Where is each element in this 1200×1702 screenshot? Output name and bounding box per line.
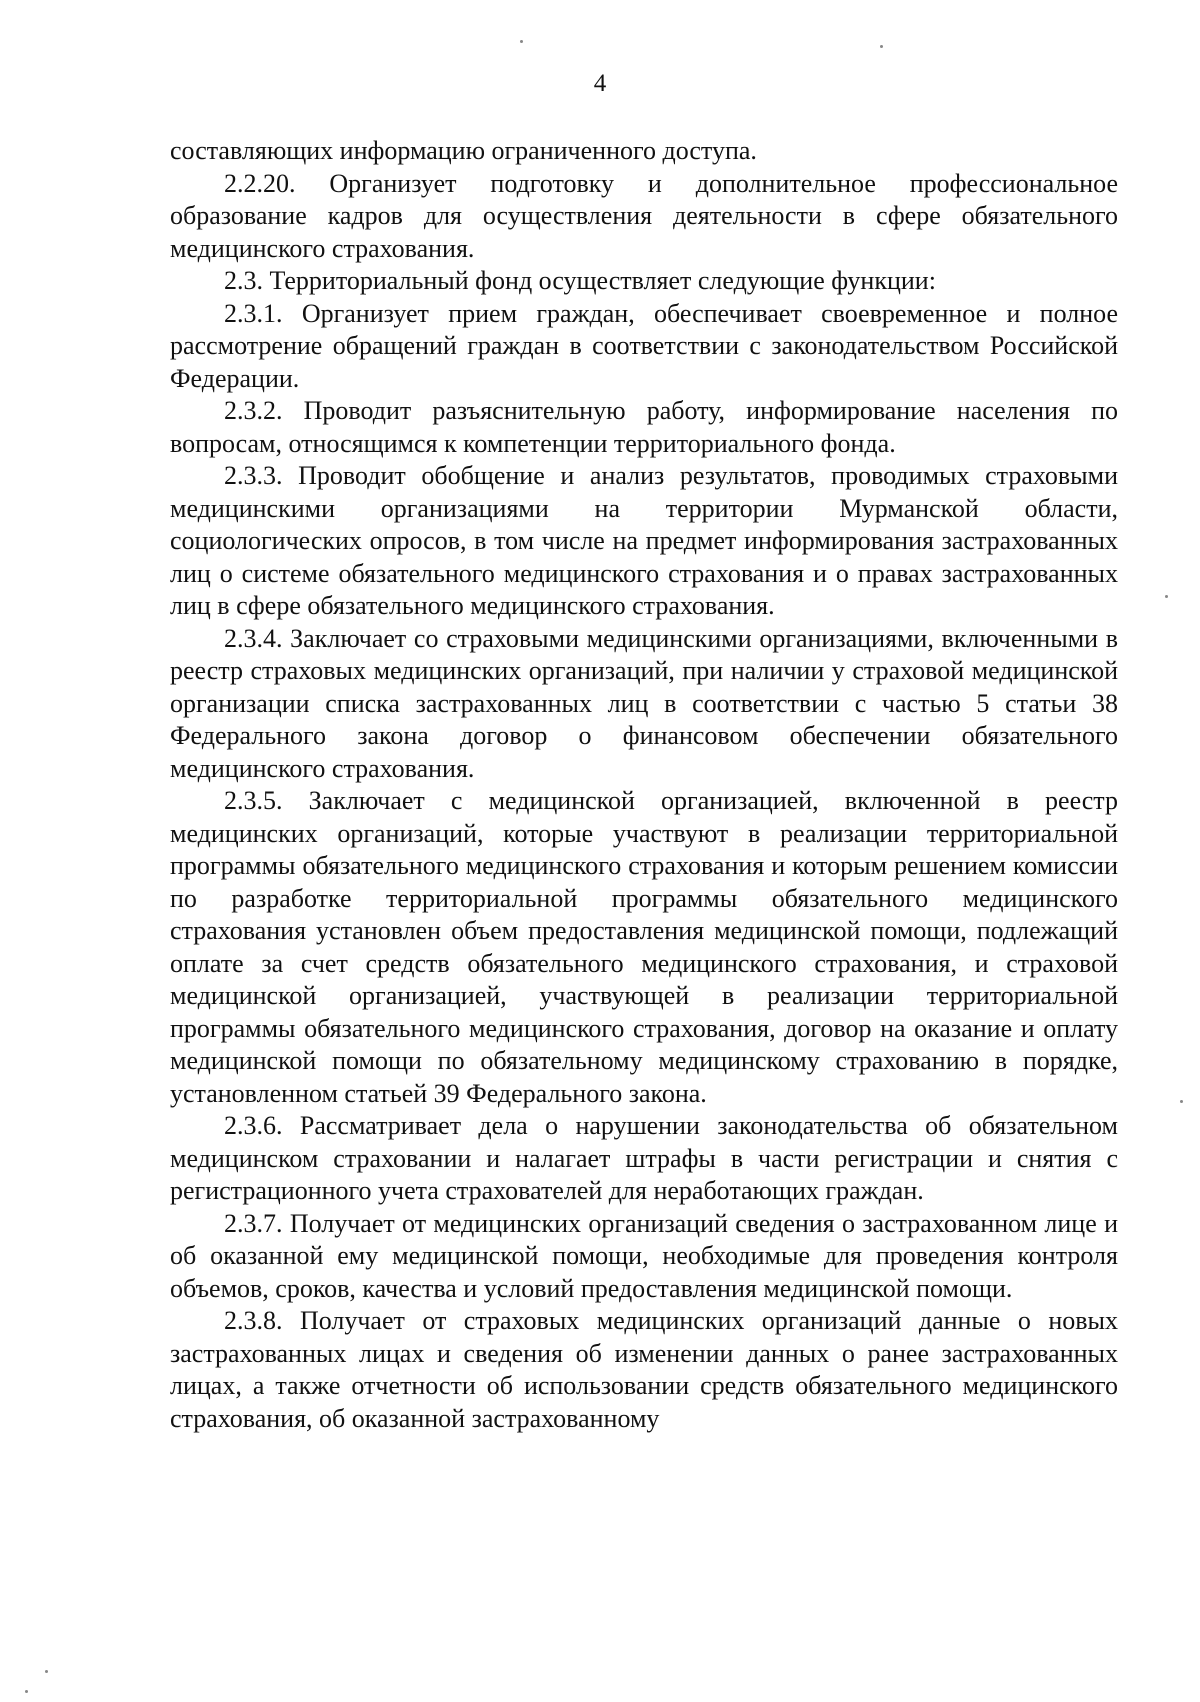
document-body: [170, 135, 1118, 1435]
paragraph-2-3-1: 2.3.1. Организует прием граждан, обеспечивает своевременное и полное рассмотрение обращений граждан в соответствии с законодательством Российской Федерации.: [170, 298, 1118, 393]
page-number: 4: [593, 70, 607, 97]
scan-speck: [520, 40, 523, 43]
paragraph-2-3: 2.3. Территориальный фонд осуществляет следующие функции:: [224, 266, 936, 295]
scan-speck: [25, 1690, 28, 1693]
paragraph-2-3-2: 2.3.2. Проводит разъяснительную работу, информирование населения по вопросам, относящимся к компетенции территориального фонда.: [170, 396, 1118, 458]
paragraph-2-2-20: 2.2.20. Организует подготовку и дополнительное профессиональное образование кадров для осуществления деятельности в сфере обязательного медицинского страхования.: [170, 168, 1118, 263]
paragraph-2-3-6: 2.3.6. Рассматривает дела о нарушении законодательства об обязательном медицинском страховании и налагает штрафы в части регистрации и снятия с регистрационного учета страхователей для неработающих граждан.: [170, 1111, 1118, 1205]
scan-speck: [880, 45, 883, 48]
paragraph-continuation: составляющих информацию ограниченного доступа.: [170, 136, 757, 165]
paragraph-2-3-8: 2.3.8. Получает от страховых медицинских организаций данные о новых застрахованных лицах и сведения об изменении данных о ранее застрахованных лицах, а также отчетности об использовании средств обязательного медицинского страхования, об оказанной застрахованному: [170, 1306, 1118, 1433]
paragraph-2-3-5: 2.3.5. Заключает с медицинской организацией, включенной в реестр медицинских организаций, которые участвуют в реализации территориальной программы обязательного медицинского страхования и которым решением комиссии по разработке территориальной программы обязательного медицинского страхования установлен объем предоставления медицинской помощи, подлежащий оплате за счет средств обязательного медицинского страхования, и страховой медицинской организацией, участвующей в реализации территориальной программы обязательного медицинского страхования, договор на оказание и оплату медицинской помощи по обязательному медицинскому страхованию в порядке, установленном статьей 39 Федерального закона.: [170, 786, 1118, 1108]
scan-speck: [1165, 595, 1168, 598]
paragraph-2-3-3: 2.3.3. Проводит обобщение и анализ результатов, проводимых страховыми медицинскими организациями на территории Мурманской области, социологических опросов, в том числе на предмет информирования застрахованных лиц о системе обязательного медицинского страхования и о правах застрахованных лиц в сфере обязательного медицинского страхования.: [170, 461, 1118, 620]
scan-speck: [45, 1670, 48, 1673]
paragraph-2-3-7: 2.3.7. Получает от медицинских организаций сведения о застрахованном лице и об оказанной ему медицинской помощи, необходимые для проведения контроля объемов, сроков, качества и условий предоставления медицинской помощи.: [170, 1208, 1118, 1303]
paragraph-2-3-4: 2.3.4. Заключает со страховыми медицинскими организациями, включенными в реестр страховых медицинских организаций, при наличии у страховой медицинской организации списка застрахованных лиц в соответствии с частью 5 статьи 38 Федерального закона договор о финансовом обеспечении обязательного медицинского страхования.: [170, 623, 1118, 783]
scan-speck: [1180, 1100, 1183, 1103]
